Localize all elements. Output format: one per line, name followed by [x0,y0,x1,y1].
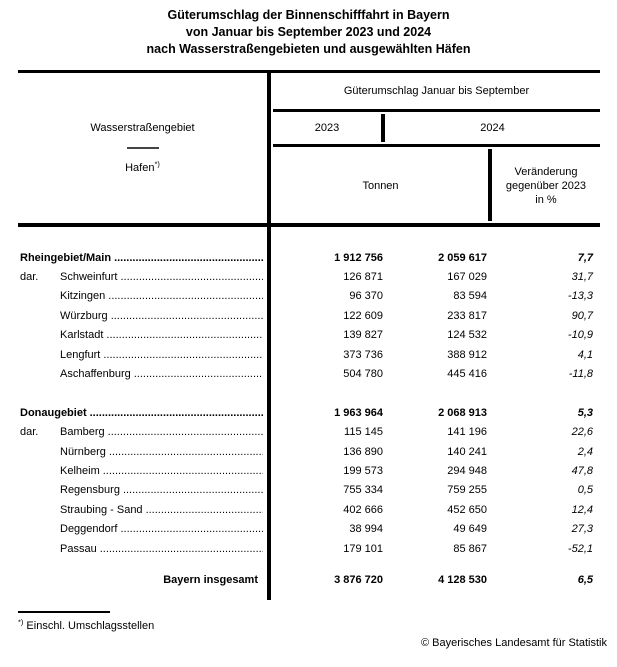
header-bottom-rule [18,223,600,227]
header-year-2023: 2023 [314,122,340,134]
row-label-cell [18,446,268,458]
value-change-percent: -52,1 [567,542,593,555]
value-change-percent: 0,5 [577,484,593,497]
row-label-cell [18,523,268,535]
value-2024-tonnen: 294 948 [447,464,487,477]
dot-leader [103,465,263,477]
section-row [18,403,600,422]
value-2024-tonnen: 759 255 [447,484,487,497]
row-label: Rheingebiet/Main [20,251,112,264]
footnote-rule [18,611,110,613]
header-unit-change [492,148,600,223]
value-2024-tonnen: 452 650 [447,503,487,516]
value-2023-tonnen: 373 736 [343,348,383,361]
port-row [18,539,600,558]
value-2023-tonnen: 38 994 [349,523,383,536]
dot-leader [146,504,263,516]
row-label: Karlstadt [60,329,104,342]
row-label: Schweinfurt [60,271,118,284]
header-year-2024: 2024 [480,122,505,134]
port-row [18,267,600,286]
port-row [18,423,600,442]
value-2024-tonnen: 167 029 [447,271,487,284]
dot-leader [90,407,263,419]
header-unit-change-line-3: in % [535,193,557,206]
dot-leader [111,310,263,322]
value-change-percent: 12,4 [571,503,593,516]
section-row [18,248,600,267]
value-2023-tonnen: 1 912 756 [334,251,383,264]
value-2023-tonnen: 136 890 [343,445,383,458]
port-row [18,364,600,383]
row-label: Aschaffenburg [60,368,131,381]
value-2024-tonnen: 233 817 [447,309,487,322]
report-title [0,7,617,58]
row-label-cell [18,349,268,361]
row-label-cell [18,407,268,419]
port-row [18,306,600,325]
value-change-percent: 22,6 [571,426,593,439]
dot-leader [100,543,263,555]
value-change-percent: 5,3 [577,406,593,419]
dot-leader [121,523,264,535]
title-line-1: Güterumschlag der Binnenschifffahrt in Bayern [167,8,450,22]
row-label-cell [18,310,268,322]
header-dash-divider [127,147,159,149]
header-unit-change-line-2: gegenüber 2023 [505,179,587,192]
value-2023-tonnen: 122 609 [343,309,383,322]
row-label-cell [18,574,268,586]
value-2023-tonnen: 3 876 720 [334,573,383,586]
row-label: Bayern insgesamt [163,573,258,586]
header-span-title: Güterumschlag Januar bis September [343,85,530,97]
row-label: Regensburg [60,484,120,497]
header-wasserstrassengebiet: Wasserstraßengebiet [90,122,195,135]
row-label-cell [18,271,268,283]
header-unit-change-line-1: Veränderung [514,165,578,178]
value-change-percent: -11,8 [568,368,593,381]
dot-leader [120,271,263,283]
footnote-marker: *) [18,617,24,627]
row-label: Lengfurt [60,348,101,361]
value-2023-tonnen: 96 370 [349,290,383,303]
value-change-percent: 27,3 [571,523,593,536]
row-label: Passau [60,542,97,555]
value-2023-tonnen: 755 334 [343,484,383,497]
dot-leader [134,368,263,380]
port-row [18,461,600,480]
footnote [18,617,155,632]
row-label: Straubing - Sand [60,503,143,516]
row-label-cell [18,543,268,555]
value-2023-tonnen: 402 666 [343,503,383,516]
row-prefix: dar. [20,271,39,284]
value-2024-tonnen: 4 128 530 [438,573,487,586]
value-change-percent: 31,7 [571,271,593,284]
header-col-region-port [18,73,267,223]
title-line-3: nach Wasserstraßengebieten und ausgewählten Häfen [146,42,471,56]
total-row [18,570,600,589]
header-rule-under-years [273,144,600,147]
row-label-cell [18,504,268,516]
value-2024-tonnen: 141 196 [447,426,487,439]
value-change-percent: 2,4 [577,445,593,458]
header-unit-tonnen: Tonnen [362,179,399,192]
row-label: Kelheim [60,464,100,477]
value-2024-tonnen: 2 059 617 [438,251,487,264]
value-change-percent: 47,8 [571,464,593,477]
value-2023-tonnen: 115 145 [344,426,383,439]
value-2024-tonnen: 124 532 [447,329,487,342]
dot-leader [114,252,263,264]
port-row [18,442,600,461]
value-change-percent: 4,1 [577,348,593,361]
header-hafen: Hafen*) [125,159,160,174]
port-row [18,519,600,538]
row-label-cell [18,329,268,341]
row-label: Bamberg [60,426,105,439]
row-label-cell [18,368,268,380]
value-2023-tonnen: 504 780 [343,368,383,381]
value-2023-tonnen: 179 101 [343,542,383,555]
value-2024-tonnen: 140 241 [447,445,487,458]
dot-leader [108,426,263,438]
dot-leader [103,349,263,361]
dot-leader [108,290,263,302]
footnote-marker: *) [154,159,160,169]
table-body [18,229,600,590]
row-label-cell [18,252,268,264]
row-label: Kitzingen [60,290,106,303]
value-2023-tonnen: 126 871 [343,271,383,284]
value-change-percent: 6,5 [577,573,593,586]
row-label: Deggendorf [60,523,118,536]
value-change-percent: -10,9 [567,329,593,342]
value-2024-tonnen: 2 068 913 [438,406,487,419]
row-label: Nürnberg [60,445,106,458]
value-2023-tonnen: 1 963 964 [334,406,383,419]
row-label: Würzburg [60,309,108,322]
copyright-notice: © Bayerisches Landesamt für Statistik [420,637,607,649]
value-2024-tonnen: 85 867 [453,542,487,555]
value-2024-tonnen: 388 912 [447,348,487,361]
row-prefix: dar. [20,426,39,439]
dot-leader [123,484,263,496]
value-2023-tonnen: 199 573 [343,464,383,477]
row-label-cell [18,465,268,477]
value-2024-tonnen: 49 649 [453,523,487,536]
port-row [18,481,600,500]
footnote-text: Einschl. Umschlagsstellen [26,620,155,632]
row-label-cell [18,484,268,496]
dot-leader [106,329,263,341]
row-label: Donaugebiet [20,406,87,419]
value-change-percent: -13,3 [567,290,593,303]
port-row [18,500,600,519]
value-2024-tonnen: 83 594 [453,290,487,303]
port-row [18,326,600,345]
port-row [18,345,600,364]
port-row [18,287,600,306]
value-change-percent: 90,7 [571,309,593,322]
value-2023-tonnen: 139 827 [343,329,383,342]
row-label-cell [18,426,268,438]
dot-leader [109,446,263,458]
value-2024-tonnen: 445 416 [447,368,487,381]
title-line-2: von Januar bis September 2023 und 2024 [185,25,432,39]
value-change-percent: 7,7 [577,251,593,264]
row-label-cell [18,290,268,302]
